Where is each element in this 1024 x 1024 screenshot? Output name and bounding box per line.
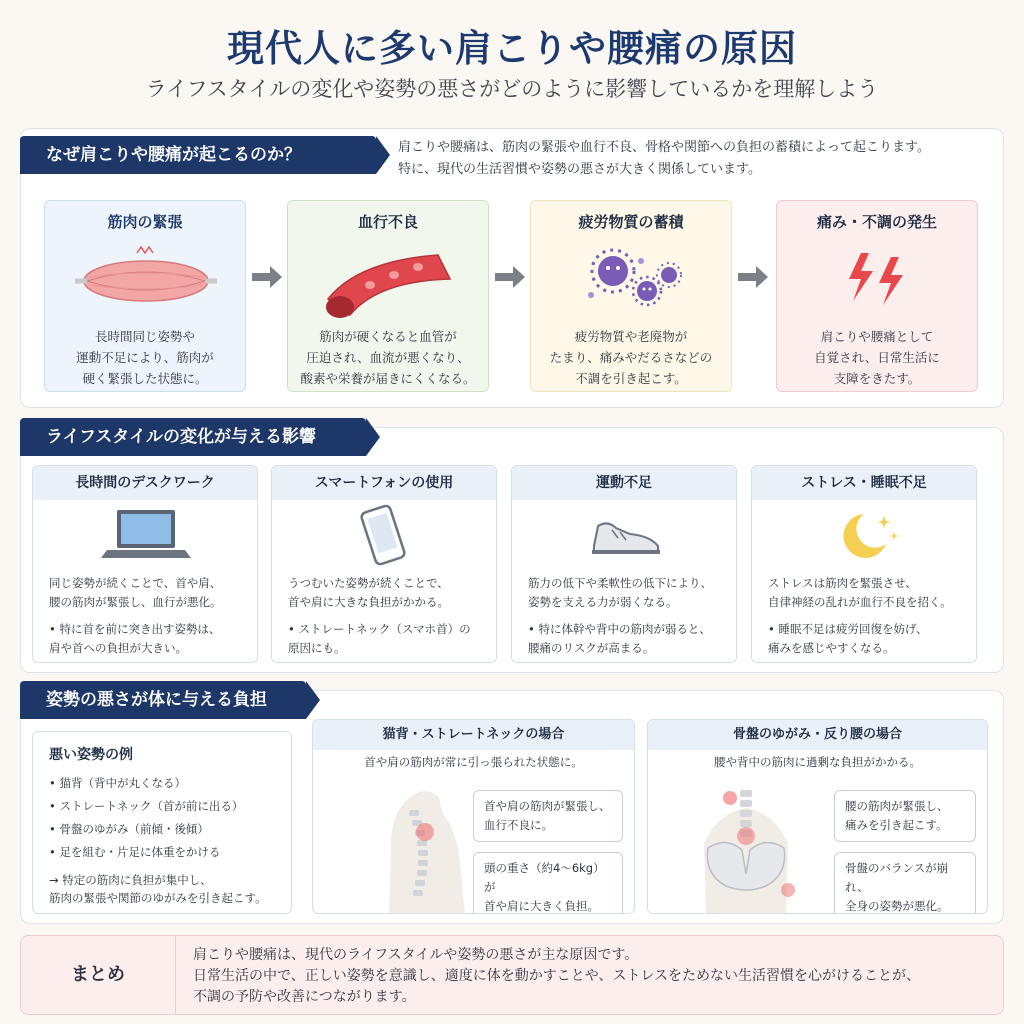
case-callout: 首や肩の筋肉が緊張し、 血行不良に。 (473, 790, 623, 842)
lightning-icon (777, 241, 979, 321)
section-causes-heading: なぜ肩こりや腰痛が起こるのか？ (20, 136, 376, 174)
card-bullet: • 特に体幹や背中の筋肉が弱ると、 腰痛のリスクが高まる。 (528, 622, 711, 655)
list-item: • 猫背（背中が丸くなる） (49, 776, 186, 790)
pelvis-icon (676, 774, 816, 914)
section-causes-description: 肩こりや腰痛は、筋肉の緊張や血行不良、骨格や関節への負担の蓄積によって起こります。 特に、現代の生活習慣や姿勢の悪さが大きく関係しています。 (398, 140, 930, 177)
blood-vessel-icon (288, 241, 490, 321)
lifestyle-card-smartphone (271, 465, 497, 663)
list-item: • 足を組む・片足に体重をかける (49, 845, 221, 859)
bad-posture-list (49, 772, 243, 864)
step-card-fatigue-accumulation (530, 200, 732, 392)
step-text: 長時間同じ姿勢や 運動不足により、筋肉が 硬く緊張した状態に。 (76, 329, 214, 386)
case-callout: 頭の重さ（約4〜6kg）が 首や肩に大きく負担。 (473, 852, 623, 914)
arrow-right-icon (738, 266, 768, 288)
summary-text: 肩こりや腰痛は、現代のライフスタイルや姿勢の悪さが主な原因です。 日常生活の中で、正しい姿勢を意識し、適度に体を動かすことや、ストレスをためない生活習慣を心がけることが、 不調の予防や改善につながります。 (193, 947, 921, 1005)
step-text: 筋肉が硬くなると血管が 圧迫され、血流が悪くなり、 酸素や栄養が届きにくくなる。 (300, 329, 476, 386)
step-text: 疲労物質や老廃物が たまり、痛みやだるさなどの 不調を引き起こす。 (549, 329, 713, 386)
lifestyle-card-stress-sleep (751, 465, 977, 663)
case-title: 骨盤のゆがみ・反り腰の場合 (648, 720, 987, 750)
summary-box (20, 935, 1004, 1015)
card-title: スマートフォンの使用 (272, 466, 496, 500)
card-bullet: • ストレートネック（スマホ首）の 原因にも。 (288, 622, 471, 655)
section-posture-heading: 姿勢の悪さが体に与える負担 (20, 681, 306, 719)
card-title: 長時間のデスクワーク (33, 466, 257, 500)
step-title: 疲労物質の蓄積 (578, 213, 684, 231)
step-text: 肩こりや腰痛として 自覚され、日常生活に 支障をきたす。 (814, 329, 940, 386)
card-text: うつむいた姿勢が続くことで、 首や肩に大きな負担がかかる。 (288, 576, 449, 609)
bad-posture-title: 悪い姿勢の例 (49, 747, 133, 763)
section-lifestyle-heading: ライフスタイルの変化が与える影響 (20, 418, 366, 456)
case-subtitle: 腰や背中の筋肉に過剰な負担がかかる。 (714, 755, 921, 769)
step-card-muscle-tension (44, 200, 246, 392)
card-text: 筋力の低下や柔軟性の低下により、 姿勢を支える力が弱くなる。 (528, 576, 712, 609)
moon-icon (752, 504, 977, 568)
arrow-right-icon (252, 266, 282, 288)
laptop-icon (33, 504, 258, 568)
bad-posture-note: → 特定の筋肉に負担が集中し、 筋肉の緊張や関節のゆがみを引き起こす。 (49, 873, 267, 905)
step-title: 筋肉の緊張 (107, 213, 183, 231)
card-bullet: • 睡眠不足は疲労回復を妨げ、 痛みを感じやすくなる。 (768, 622, 928, 655)
list-item: • ストレートネック（首が前に出る） (49, 799, 244, 813)
step-card-poor-circulation (287, 200, 489, 392)
card-bullet: • 特に首を前に突き出す姿勢は、 肩や首への負担が大きい。 (49, 622, 221, 655)
summary-label: まとめ (21, 936, 176, 1014)
spine-neck-icon (369, 774, 489, 914)
lifestyle-card-lack-of-exercise (511, 465, 737, 663)
card-text: ストレスは筋肉を緊張させ、 自律神経の乱れが血行不良を招く。 (768, 576, 952, 609)
card-title: ストレス・睡眠不足 (752, 466, 976, 500)
case-callout: 腰の筋肉が緊張し、 痛みを引き起こす。 (834, 790, 976, 842)
list-item: • 骨盤のゆがみ（前傾・後傾） (49, 822, 209, 836)
case-hunchback (312, 719, 635, 914)
lifestyle-card-desk-work (32, 465, 258, 663)
sneaker-icon (512, 504, 737, 568)
step-title: 痛み・不調の発生 (816, 213, 937, 231)
bad-posture-examples (32, 731, 292, 914)
arrow-right-icon (495, 266, 525, 288)
virus-icon (531, 241, 733, 321)
case-callout: 骨盤のバランスが崩れ、 全身の姿勢が悪化。 (834, 852, 976, 914)
case-subtitle: 首や肩の筋肉が常に引っ張られた状態に。 (364, 755, 583, 769)
muscle-icon (45, 241, 247, 321)
card-text: 同じ姿勢が続くことで、首や肩、 腰の筋肉が緊張し、血行が悪化。 (49, 576, 222, 609)
case-pelvis-tilt (647, 719, 988, 914)
page-subtitle: ライフスタイルの変化や姿勢の悪さがどのように影響しているかを理解しよう (145, 77, 879, 101)
smartphone-icon (272, 504, 497, 568)
page-title: 現代人に多い肩こりや腰痛の原因 (227, 27, 797, 70)
case-title: 猫背・ストレートネックの場合 (313, 720, 634, 750)
card-title: 運動不足 (512, 466, 736, 500)
step-card-pain-onset (776, 200, 978, 392)
step-title: 血行不良 (357, 213, 418, 231)
